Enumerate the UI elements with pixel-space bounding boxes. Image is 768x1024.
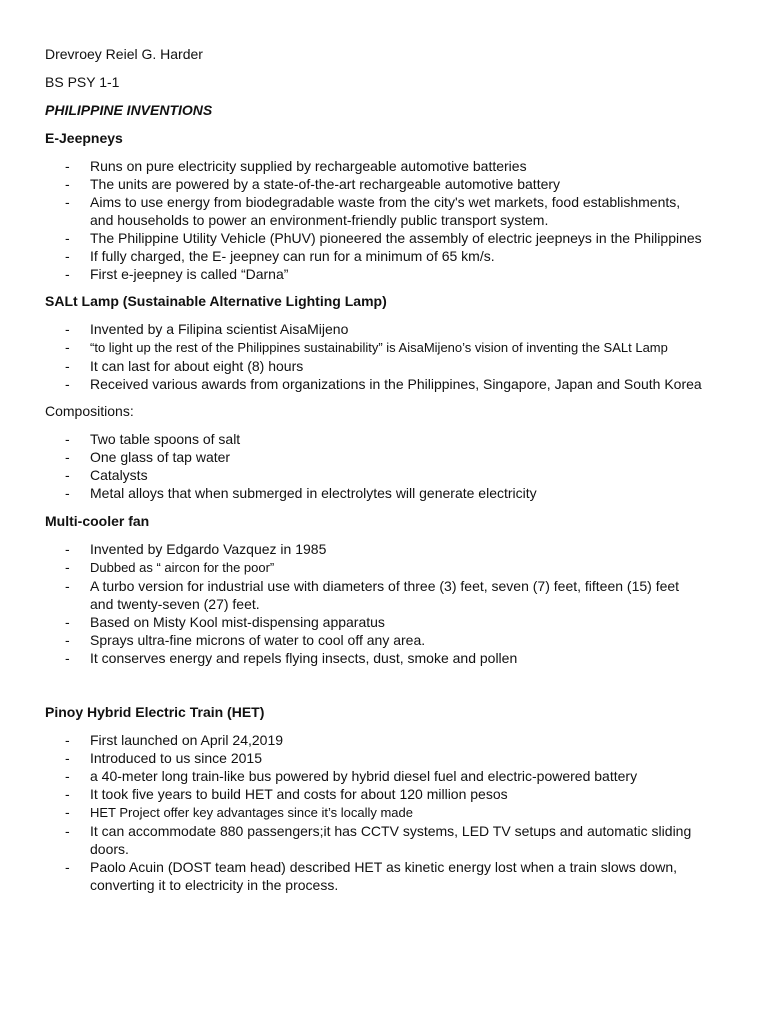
list-item-text: Aims to use energy from biodegradable waste from the city's wet markets, food establishments, and households to power an environment-friendly public transport system. (90, 194, 681, 228)
list-item-text: Two table spoons of salt (90, 431, 241, 447)
list-item (0, 247, 705, 265)
bullet-dash: - (65, 376, 70, 392)
list-item-text: Invented by a Filipina scientist AisaMijeno (90, 321, 349, 337)
section-heading-salt-lamp: SALt Lamp (Sustainable Alternative Lighting Lamp) (45, 293, 387, 309)
list-item-text: Metal alloys that when submerged in electrolytes will generate electricity (90, 485, 537, 501)
list-item-text: It can last for about eight (8) hours (90, 358, 304, 374)
list-item-text: HET Project offer key advantages since it’s locally made (90, 805, 413, 820)
bullet-dash: - (65, 485, 70, 501)
list-item-text: Based on Misty Kool mist-dispensing apparatus (90, 614, 385, 630)
multi-cooler-fan-list (0, 540, 768, 667)
bullet-dash: - (65, 176, 70, 192)
list-item (0, 749, 705, 767)
list-item-text: First e-jeepney is called “Darna” (90, 266, 289, 282)
bullet-dash: - (65, 859, 70, 875)
list-item (0, 229, 705, 247)
list-item (0, 767, 705, 785)
list-item (0, 357, 705, 375)
list-item (0, 448, 705, 466)
list-item (0, 785, 705, 803)
het-list (0, 731, 768, 894)
bullet-dash: - (65, 194, 70, 210)
bullet-dash: - (65, 614, 70, 630)
bullet-dash: - (65, 431, 70, 447)
bullet-dash: - (65, 467, 70, 483)
bullet-dash: - (65, 804, 70, 820)
list-item-text: It conserves energy and repels flying insects, dust, smoke and pollen (90, 650, 518, 666)
list-item (0, 338, 705, 357)
list-item (0, 157, 705, 175)
list-item (0, 484, 705, 502)
bullet-dash: - (65, 786, 70, 802)
list-item (0, 577, 705, 613)
list-item-text: It can accommodate 880 passengers;it has CCTV systems, LED TV setups and automatic sliding doors. (90, 823, 692, 857)
bullet-dash: - (65, 321, 70, 337)
section-heading-het: Pinoy Hybrid Electric Train (HET) (45, 704, 265, 720)
list-item-text: Dubbed as “ aircon for the poor” (90, 560, 275, 575)
bullet-dash: - (65, 339, 70, 355)
bullet-dash: - (65, 230, 70, 246)
list-item (0, 858, 705, 894)
bullet-dash: - (65, 632, 70, 648)
e-jeepneys-list (0, 157, 768, 283)
list-item-text: The Philippine Utility Vehicle (PhUV) pioneered the assembly of electric jeepneys in the Philippines (90, 230, 702, 246)
list-item-text: Paolo Acuin (DOST team head) described HET as kinetic energy lost when a train slows down, converting it to electricity in the process. (90, 859, 677, 893)
list-item-text: One glass of tap water (90, 449, 231, 465)
list-item (0, 320, 705, 338)
list-item-text: a 40-meter long train-like bus powered by hybrid diesel fuel and electric-powered battery (90, 768, 638, 784)
section-heading-compositions: Compositions: (45, 403, 134, 419)
list-item-text: Introduced to us since 2015 (90, 750, 263, 766)
list-item (0, 430, 705, 448)
bullet-dash: - (65, 541, 70, 557)
list-item-text: Runs on pure electricity supplied by rechargeable automotive batteries (90, 158, 527, 174)
bullet-dash: - (65, 578, 70, 594)
list-item (0, 466, 705, 484)
salt-lamp-list (0, 320, 768, 393)
list-item-text: A turbo version for industrial use with diameters of three (3) feet, seven (7) feet, fifteen (15) feet and twenty-seven (27) feet. (90, 578, 680, 612)
list-item-text: The units are powered by a state-of-the-art rechargeable automotive battery (90, 176, 561, 192)
list-item-text: Received various awards from organizations in the Philippines, Singapore, Japan and South Korea (90, 376, 702, 392)
list-item-text: “to light up the rest of the Philippines sustainability” is AisaMijeno’s vision of inventing the SALt Lamp (90, 340, 668, 355)
list-item (0, 613, 705, 631)
compositions-list (0, 430, 768, 502)
bullet-dash: - (65, 650, 70, 666)
author-name: Drevroey Reiel G. Harder (45, 46, 203, 62)
bullet-dash: - (65, 559, 70, 575)
section-heading-multi-cooler-fan: Multi-cooler fan (45, 513, 150, 529)
bullet-dash: - (65, 449, 70, 465)
section-heading-e-jeepneys: E-Jeepneys (45, 130, 123, 146)
list-item-text: It took five years to build HET and costs for about 120 million pesos (90, 786, 508, 802)
list-item (0, 558, 705, 577)
bullet-dash: - (65, 158, 70, 174)
list-item (0, 822, 705, 858)
bullet-dash: - (65, 768, 70, 784)
list-item (0, 803, 705, 822)
list-item (0, 175, 705, 193)
bullet-dash: - (65, 266, 70, 282)
list-item-text: Catalysts (90, 467, 148, 483)
bullet-dash: - (65, 358, 70, 374)
bullet-dash: - (65, 750, 70, 766)
bullet-dash: - (65, 823, 70, 839)
bullet-dash: - (65, 732, 70, 748)
list-item (0, 193, 705, 229)
list-item (0, 649, 705, 667)
list-item (0, 631, 705, 649)
course-code: BS PSY 1-1 (45, 74, 120, 90)
document-title: PHILIPPINE INVENTIONS (45, 102, 213, 118)
list-item-text: If fully charged, the E- jeepney can run for a minimum of 65 km/s. (90, 248, 495, 264)
list-item (0, 540, 705, 558)
bullet-dash: - (65, 248, 70, 264)
list-item-text: First launched on April 24,2019 (90, 732, 284, 748)
list-item (0, 375, 705, 393)
list-item-text: Invented by Edgardo Vazquez in 1985 (90, 541, 327, 557)
list-item (0, 265, 705, 283)
list-item (0, 731, 705, 749)
list-item-text: Sprays ultra-fine microns of water to cool off any area. (90, 632, 426, 648)
